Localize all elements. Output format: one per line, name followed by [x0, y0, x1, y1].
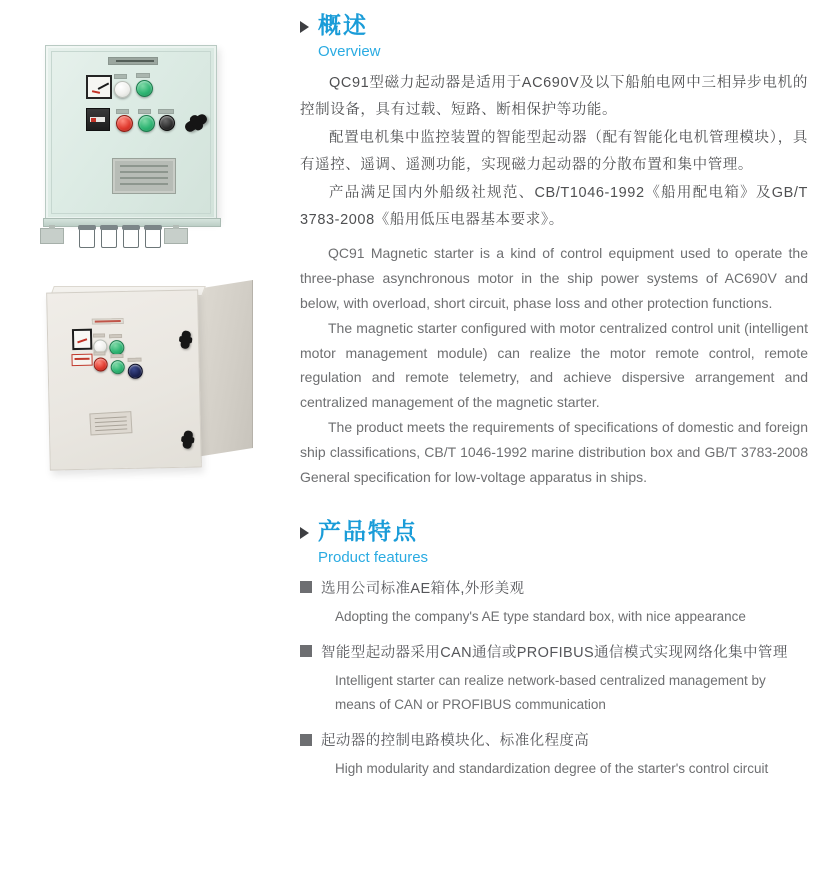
meter-red-mark — [92, 91, 100, 95]
button-label-plate — [138, 109, 151, 114]
starter-cabinet-perspective — [46, 289, 202, 470]
green-run-lamp — [136, 80, 153, 97]
triangle-right-icon — [300, 21, 309, 33]
green-start-button — [138, 115, 155, 132]
overview-paragraph-cn: QC91型磁力起动器是适用于AC690V及以下船舶电网中三相异步电机的控制设备，具有过载、短路、断相保护等功能。 — [300, 74, 808, 119]
button-label-plate — [114, 74, 127, 79]
triangle-right-icon — [300, 527, 309, 539]
door-latch — [180, 330, 191, 349]
product-photo-perspective-view — [48, 283, 268, 488]
section-overview — [300, 12, 808, 490]
ammeter — [86, 75, 112, 99]
overview-title-en: Overview — [318, 42, 381, 60]
nameplate-line — [95, 428, 127, 431]
red-stop-button — [116, 115, 133, 132]
feature-item — [300, 641, 808, 719]
breaker-window — [90, 117, 105, 122]
product-photo-front-view — [45, 45, 220, 250]
overview-paragraph-en: QC91 Magnetic starter is a kind of control equipment used to operate the three-phase asynchronous motor in the ship power systems of AC690V and below, with overload, short circuit, phase loss and other protection functions. — [300, 244, 808, 311]
nameplate-line — [95, 420, 127, 423]
feature-en-text: Adopting the company's AE type standard box, with nice appearance — [335, 608, 746, 624]
button-label-plate — [110, 354, 123, 358]
nameplate-line — [120, 165, 168, 167]
nameplate-line — [95, 416, 127, 419]
button-label-plate — [93, 351, 105, 355]
section-product-features — [300, 518, 808, 782]
overview-paragraph-cn: 配置电机集中监控装置的智能型起动器（配有智能化电机管理模块），具有遥控、遥调、遥测功能，实现磁力起动器的分散布置和集中管理。 — [300, 129, 808, 174]
overview-paragraph-en: The product meets the requirements of specifications of domestic and foreign ship classifications, CB/T 1046-1992 marine distribution box and GB/T 3783-2008 General specification for low-voltage apparatus in ships. — [300, 419, 808, 486]
cable-gland — [123, 227, 139, 248]
features-title-cn: 产品特点 — [318, 517, 418, 544]
ammeter — [72, 329, 92, 350]
green-start-button — [111, 360, 125, 374]
feature-cn-line — [300, 577, 808, 598]
button-label-plate — [158, 109, 174, 114]
feature-en-text: Intelligent starter can realize network-based centralized management by means of CAN or PROFIBUS communication — [335, 672, 766, 713]
circuit-breaker — [86, 108, 110, 131]
button-label-plate — [93, 333, 105, 337]
red-framed-label — [71, 354, 92, 366]
feature-cn-text: 选用公司标准AE箱体,外形美观 — [321, 580, 525, 597]
cabinet-top-label — [92, 318, 124, 325]
cable-gland — [101, 227, 117, 248]
cabinet-side-panel — [196, 280, 253, 457]
nameplate-line — [95, 424, 127, 427]
overview-paragraph-cn: 产品满足国内外船级社规范、CB/T1046-1992《船用配电箱》及GB/T 3783-2008《船用低压电器基本要求》。 — [300, 184, 808, 229]
mounting-bracket — [164, 228, 188, 244]
cable-gland — [145, 227, 161, 248]
button-label-plate — [136, 73, 150, 78]
button-label-plate — [109, 334, 122, 338]
meter-needle-icon — [98, 82, 109, 89]
feature-en-text: High modularity and standardization degree of the starter's control circuit — [335, 761, 769, 777]
green-run-lamp — [109, 340, 124, 355]
button-label-plate — [128, 358, 142, 362]
feature-cn-line — [300, 641, 808, 662]
white-indicator-button — [114, 81, 131, 98]
mounting-bracket — [40, 228, 64, 244]
feature-item — [300, 577, 808, 630]
starter-cabinet-front — [45, 45, 217, 220]
feature-cn-text: 起动器的控制电路模块化、标准化程度高 — [321, 733, 590, 750]
feature-cn-text: 智能型起动器采用CAN通信或PROFIBUS通信模式实现网络化集中管理 — [321, 644, 788, 661]
nameplate-line — [120, 171, 168, 173]
overview-paragraph-en: The magnetic starter configured with motor centralized control unit (intelligent motor management module) can realize the motor remote control, remote regulation and remote telemetry, and achieve dispersive arrangement and centralized management of the magnetic starter. — [300, 319, 808, 411]
square-bullet-icon — [300, 581, 312, 593]
square-bullet-icon — [300, 645, 312, 657]
button-label-plate — [116, 109, 129, 114]
overview-header — [300, 12, 808, 40]
nameplate — [112, 158, 176, 194]
nameplate — [89, 411, 132, 435]
cabinet-top-label — [108, 57, 158, 65]
feature-item — [300, 729, 808, 782]
nameplate-line — [120, 177, 168, 179]
red-stop-button — [94, 357, 108, 371]
door-latch — [182, 430, 193, 449]
feature-cn-line — [300, 729, 808, 750]
overview-title-cn: 概述 — [318, 12, 368, 38]
content-column — [300, 12, 808, 782]
blue-reset-button — [128, 364, 143, 379]
square-bullet-icon — [300, 734, 312, 746]
features-title-en: Product features — [318, 548, 429, 566]
features-header — [300, 518, 808, 546]
black-test-button — [159, 115, 175, 131]
cable-gland — [79, 227, 95, 248]
nameplate-line — [120, 183, 168, 185]
overview-english-block — [300, 241, 808, 490]
